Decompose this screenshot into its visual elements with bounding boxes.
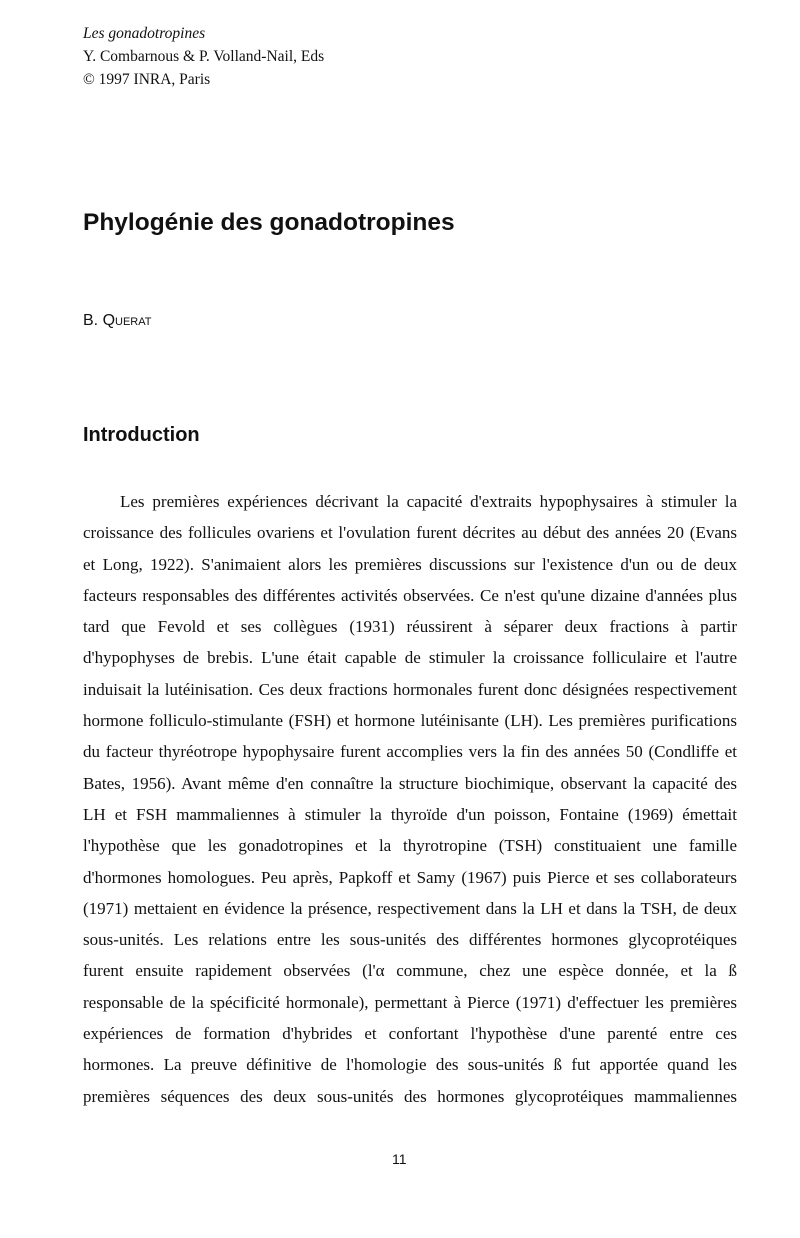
paragraph-line: d'hormones homologues. Peu après, Papkoff et Samy (1967) puis Pierce et ses collaborateurs [83, 867, 737, 887]
paragraph-line: facteurs responsables des différentes activités observées. Ce n'est qu'une dizaine d'années plus [83, 585, 737, 605]
paragraph-line: hormone folliculo-stimulante (FSH) et hormone lutéinisante (LH). Les premières purifications [83, 711, 737, 731]
copyright: © 1997 INRA, Paris [83, 71, 211, 88]
body-paragraph [83, 486, 737, 1112]
paragraph-line: et Long, 1922). S'animaient alors les premières discussions sur l'existence d'un ou de deux [83, 554, 737, 574]
paragraph-line: premières séquences des deux sous-unités des hormones glycoprotéiques mammaliennes [83, 1086, 737, 1106]
paragraph-line: responsable de la spécificité hormonale), permettant à Pierce (1971) d'effectuer les premières [83, 992, 737, 1012]
paragraph-line: l'hypothèse que les gonadotropines et la thyrotropine (TSH) constituaient une famille [83, 836, 737, 856]
paragraph-line: (1971) mettaient en évidence la présence, respectivement dans la LH et dans la TSH, de deux [83, 898, 737, 918]
paragraph-line: induisait la lutéinisation. Ces deux fractions hormonales furent donc désignées respectivement [83, 679, 737, 699]
paragraph-line: Les premières expériences décrivant la capacité d'extraits hypophysaires à stimuler la [120, 492, 737, 511]
paragraph-line: expériences de formation d'hybrides et confortant l'hypothèse d'une parenté entre ces [83, 1024, 737, 1044]
section-heading: Introduction [83, 424, 200, 446]
paragraph-line: Bates, 1956). Avant même d'en connaître la structure biochimique, observant la capacité des [83, 773, 737, 793]
paragraph-line: hormones. La preuve définitive de l'homologie des sous-unités ß fut apportée quand les [83, 1055, 737, 1075]
paragraph-line: croissance des follicules ovariens et l'ovulation furent décrites au début des années 20 (Evans [83, 523, 737, 543]
editors: Y. Combarnous & P. Volland-Nail, Eds [83, 48, 325, 65]
paragraph-line: d'hypophyses de brebis. L'une était capable de stimuler la croissance folliculaire et l'autre [83, 648, 737, 668]
chapter-title: Phylogénie des gonadotropines [83, 209, 455, 236]
paragraph-line: tard que Fevold et ses collègues (1931) réussirent à séparer deux fractions à partir [83, 617, 737, 637]
running-header [83, 22, 324, 91]
paragraph-line: furent ensuite rapidement observées (l'α commune, chez une espèce donnée, et la ß [83, 961, 737, 981]
paragraph-line: du facteur thyréotrope hypophysaire furent accomplies vers la fin des années 50 (Condliffe et [83, 742, 737, 762]
paragraph-line: LH et FSH mammaliennes à stimuler la thyroïde d'un poisson, Fontaine (1969) émettait [83, 804, 737, 824]
author: B. Querat [83, 312, 152, 329]
paragraph-line: sous-unités. Les relations entre les sous-unités des différentes hormones glycoprotéiques [83, 930, 737, 950]
book-title: Les gonadotropines [83, 25, 206, 42]
page-number: 11 [392, 1151, 407, 1167]
